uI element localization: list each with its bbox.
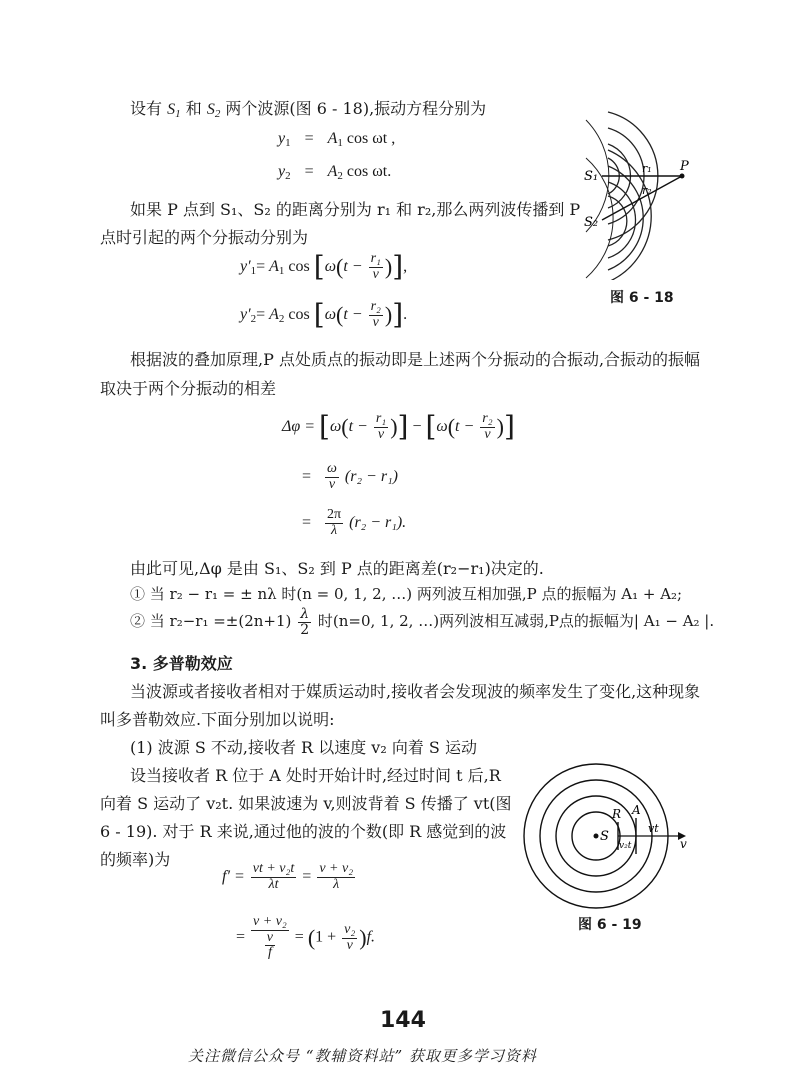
figure-18-label-s2: S₂ bbox=[584, 215, 599, 230]
figure-19-label-v2t: v₂t bbox=[619, 841, 632, 851]
figure-6-18-caption: 图 6 - 18 bbox=[610, 290, 674, 306]
equation-delta-phi-step3: = $\frac{2\pi}{\lambda}$ (r₂ − r₁). bbox=[302, 507, 407, 538]
complex-fraction: $\frac{\text{v + v₂}}{\frac{v}{f}}$ bbox=[253, 914, 287, 961]
s1-symbol: $S_1$ bbox=[167, 101, 181, 120]
figure-19-label-v: v bbox=[680, 837, 687, 851]
figure-18-point-p bbox=[680, 174, 685, 179]
figure-6-19-caption: 图 6 - 19 bbox=[578, 917, 642, 933]
doppler-line2: 叫多普勒效应.下面分别加以说明: bbox=[100, 710, 335, 729]
equation-y1: $y_1 = A_1$ cos ωt , bbox=[278, 130, 396, 149]
intro-prefix: 设有 bbox=[130, 99, 163, 118]
equation-f-prime: f′ = $\frac{\text{vt + v₂t}}{\lambda t}$ = $\frac{\text{v + v₂}}{\lambda}$ bbox=[222, 861, 354, 892]
equation-y2: $y_2 = A_2$ cos ωt. bbox=[278, 163, 392, 182]
equation-y1-prime: $y'_1= A_1$ cos [ω(t − $\frac{\text{r₁}}{v}$ )], bbox=[240, 250, 408, 284]
case-1-line: ① 当 r₂ − r₁ = ± nλ 时(n = 0, 1, 2, …) 两列波互相加强,P 点的振幅为 A₁ + A₂; bbox=[130, 585, 683, 603]
receiver-line1: 设当接收者 R 位于 A 处时开始计时,经过时间 t 后,R bbox=[130, 766, 501, 785]
figure-18-label-s1: S₁ bbox=[584, 169, 599, 184]
conclusion-line: 由此可见,Δφ 是由 S₁、S₂ 到 P 点的距离差(r₂−r₁)决定的. bbox=[130, 559, 544, 578]
section-heading: 3. 多普勒效应 bbox=[130, 654, 233, 673]
superposition-line2: 取决于两个分振动的相差 bbox=[100, 379, 277, 398]
distance-paragraph-line2: 点时引起的两个分振动分别为 bbox=[100, 228, 309, 247]
figure-19-label-r: R bbox=[612, 807, 622, 821]
equation-delta-phi: Δφ = [ω(t − $\frac{\text{r₁}}{v}$ )] − [ω(t − $\frac{\text{r₂}}{v}$ )] bbox=[282, 410, 515, 444]
figure-6-18-interference bbox=[578, 110, 708, 280]
intro-line bbox=[130, 96, 486, 120]
figure-18-label-r1: r₁ bbox=[642, 162, 652, 175]
distance-paragraph-line1: 如果 P 点到 S₁、S₂ 的距离分别为 r₁ 和 r₂,那么两列波传播到 P bbox=[130, 200, 581, 219]
figure-19-source-point bbox=[594, 834, 599, 839]
doppler-case-1: (1) 波源 S 不动,接收者 R 以速度 v₂ 向着 S 运动 bbox=[130, 738, 477, 757]
receiver-line2: 向着 S 运动了 v₂t. 如果波速为 v,则波背着 S 传播了 vt(图 bbox=[100, 794, 512, 813]
doppler-line1: 当波源或者接收者相对于媒质运动时,接收者会发现波的频率发生了变化,这种现象 bbox=[130, 682, 701, 701]
footer-note: 关注微信公众号 “教辅资料站” 获取更多学习资料 bbox=[188, 1047, 537, 1065]
figure-19-label-s: S bbox=[600, 829, 609, 844]
figure-6-19-doppler bbox=[520, 762, 700, 912]
s2-symbol: $S_2$ bbox=[206, 101, 221, 120]
figure-18-label-p: P bbox=[680, 159, 689, 174]
page-number: 144 bbox=[380, 1008, 426, 1033]
receiver-line4: 的频率)为 bbox=[100, 850, 171, 869]
figure-19-label-vt: vt bbox=[648, 822, 659, 835]
superposition-line1: 根据波的叠加原理,P 点处质点的振动即是上述两个分振动的合振动,合振动的振幅 bbox=[130, 350, 701, 369]
equation-f-prime-step2: = $\frac{\text{v + v₂}}{\frac{v}{f}}$ = (1 + $\frac{\text{v₂}}{v}$ )f. bbox=[236, 914, 376, 961]
intro-suffix: 两个波源(图 6 - 18),振动方程分别为 bbox=[225, 99, 487, 118]
receiver-line3: 6 - 19). 对于 R 来说,通过他的波的个数(即 R 感觉到的波 bbox=[100, 822, 507, 841]
case-2-line: ② 当 r₂−r₁ =±(2n+1) $\frac{\lambda}{2}$ 时(n=0, 1, 2, …)两列波相互减弱,P点的振幅为| A₁ − A₂ |. bbox=[130, 606, 715, 638]
intro-mid: 和 bbox=[185, 99, 202, 118]
equation-y2-prime: $y'_2= A_2$ cos [ω(t − $\frac{\text{r₂}}{v}$ )]. bbox=[240, 298, 408, 332]
equation-delta-phi-step2: = $\frac{\omega}{v}$ (r₂ − r₁) bbox=[302, 461, 398, 492]
figure-18-label-r2: r₂ bbox=[642, 184, 652, 197]
figure-19-label-a: A bbox=[632, 803, 641, 817]
